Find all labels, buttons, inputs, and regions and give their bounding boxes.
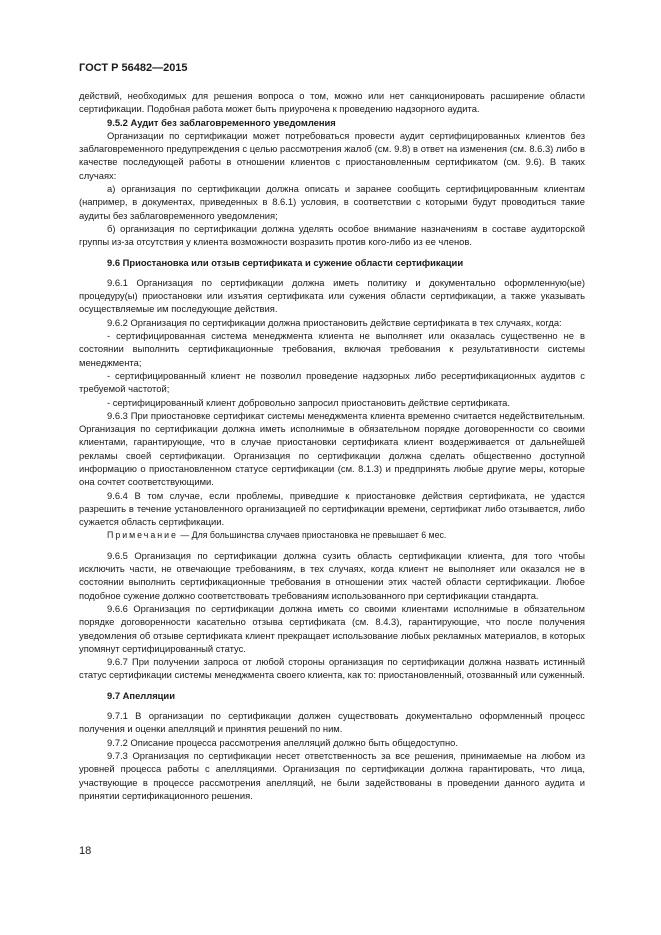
paragraph: Организации по сертификации может потребоваться провести аудит сертифицированных клиентов без заблаговременного предупреждения с целью рассмотрения жалоб (см. 9.8) в ответ на изменения (см. 8.6.3) либо в качестве последующей работы в отношении клиентов с приостановленным сертификатом (см. 9.6). В таких случаях: (79, 129, 585, 181)
list-item: - сертифицированный клиент не позволил проведение надзорных либо ресертификационных аудитов с требуемой частотой; (79, 369, 585, 395)
section-heading: 9.6 Приостановка или отзыв сертификата и сужение области сертификации (107, 256, 464, 268)
paragraph: 9.6.4 В том случае, если проблемы, приведшие к приостановке действия сертификата, не удастся разрешить в течение установленного организацией по сертификации времени, сертификат либо отзывается, либо сужается область сертификации. (79, 489, 585, 528)
document-header: ГОСТ Р 56482—2015 (79, 62, 188, 74)
note (79, 529, 585, 542)
note-dash: — (180, 529, 190, 540)
paragraph: 9.6.6 Организация по сертификации должна иметь со своими клиентами исполнимые в обязательном порядке договоренности касательно отзыва сертификата (см. 8.4.3), гарантирующие, что после получения уведомления об отзыве сертификата клиент прекращает использование любых рекламных материалов, в которых упомянут сертифицированный статус. (79, 602, 585, 654)
note-text: Для большинства случаев приостановка не превышает 6 мес. (191, 529, 447, 540)
paragraph: 9.7.3 Организация по сертификации несет ответственность за все решения, принимаемые на любом из уровней процесса работы с апелляциями. Организация по сертификации должна гарантировать, что лица, участвующие в процессе рассмотрения апелляций, не были задействованы в проведении данного аудита и принятии сертификационного решения. (79, 749, 585, 801)
paragraph: действий, необходимых для решения вопроса о том, можно или нет санкционировать расширение области сертификации. Подобная работа может быть приурочена к проведению надзорного аудита. (79, 90, 585, 115)
paragraph: 9.6.1 Организация по сертификации должна иметь политику и документально оформленную(ые) процедуру(ы) приостановки или изъятия сертификата или сужения области сертификации, а также указывать осуществляемые им последующие действия. (79, 276, 585, 315)
list-item: б) организация по сертификации должна уделять особое внимание назначениям в составе аудиторской группы из-за отсутствия у клиента возможности возразить против кого-либо из ее членов. (79, 222, 585, 248)
list-item: - сертифицированный клиент добровольно запросил приостановить действие сертификата. (107, 396, 510, 408)
paragraph: 9.7.2 Описание процесса рассмотрения апелляций должно быть общедоступно. (107, 736, 458, 748)
note-label: Примечание (107, 529, 178, 540)
paragraph: 9.6.5 Организация по сертификации должна сузить область сертификации клиента, для того чтобы исключить части, не отвечающие требованиям, в тех случаях, когда клиент не выполняет или оказался не в состоянии выполнить сертификационные требования в отношении этих частей области сертификации. Любое подобное сужение должно соответствовать требованиям использованного при сертификации стандарта. (79, 549, 585, 601)
paragraph: 9.6.2 Организация по сертификации должна приостановить действие сертификата в тех случаях, когда: (107, 316, 562, 328)
subsection-heading: 9.5.2 Аудит без заблаговременного уведомления (107, 116, 336, 128)
list-item: - сертифицированная система менеджмента клиента не выполняет или оказалась существенно не в состоянии выполнить сертификационные требования, включая требования к результативности системы менеджмента; (79, 330, 585, 368)
section-heading: 9.7 Апелляции (107, 689, 175, 701)
paragraph: 9.7.1 В организации по сертификации должен существовать документально оформленный процесс получения и оценки апелляций и принятия решений по ним. (79, 710, 585, 735)
document-body (79, 89, 585, 802)
paragraph: 9.6.7 При получении запроса от любой стороны организация по сертификации должна назвать истинный статус сертификации системы менеджмента своего клиента, как то: приостановленный, отозванный или суженный. (79, 656, 585, 681)
list-item: а) организация по сертификации должна описать и заранее сообщить сертифицированным клиентам (например, в документах, приведенных в 8.6.1) условия, в соответствии с которыми будут проводиться такие аудиты без заблаговременного уведомления; (79, 183, 585, 221)
paragraph: 9.6.3 При приостановке сертификат системы менеджмента клиента временно считается недействительным. Организация по сертификации должна иметь исполнимые в обязательном порядке договоренности со своими клиентами, гарантирующие, что в случае приостановки сертификата клиент воздерживается от дальнейшей рекламы своей сертификации. Организация по сертификации должна сделать общественно доступной информацию о приостановленном статусе сертификации (см. 8.1.3) и предпринять любые другие меры, которые она сочтет соответствующими. (79, 409, 585, 488)
page-number: 18 (79, 845, 92, 857)
